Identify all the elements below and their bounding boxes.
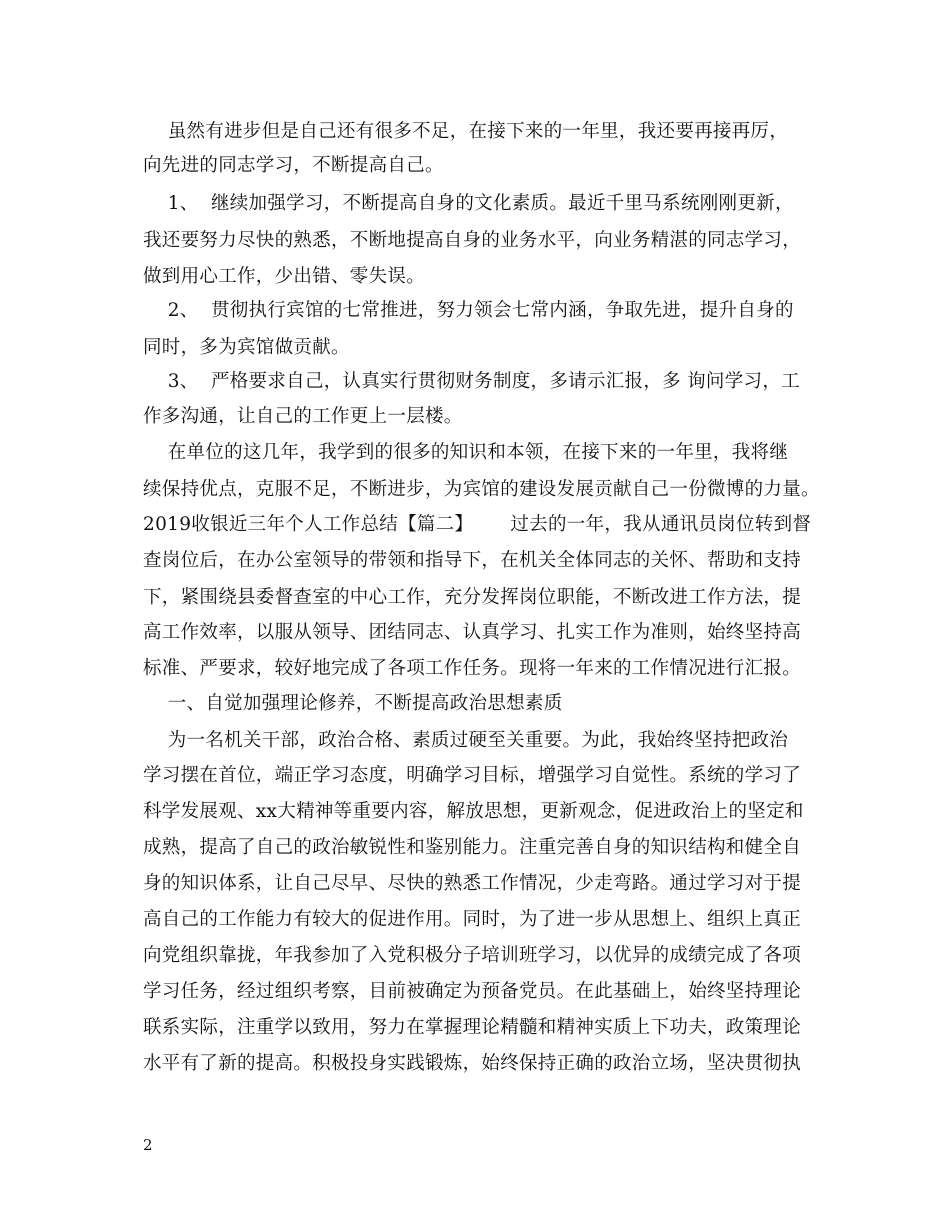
text-line: 在单位的这几年，我学到的很多的知识和本领，在接下来的一年里，我将继 [143, 442, 789, 463]
text-line: 科学发展观、xx大精神等重要内容，解放思想，更新观念，促进政治上的坚定和 [143, 801, 804, 822]
text-line: 学习摆在首位，端正学习态度，明确学习目标，增强学习自觉性。系统的学习了 [143, 765, 802, 786]
text-line: 3、 严格要求自己，认真实行贯彻财务制度，多请示汇报，多 询问学习，工 [143, 371, 800, 392]
text-line: 作多沟通，让自己的工作更上一层楼。 [143, 406, 463, 427]
text-line: 做到用心工作，少出错、零失误。 [143, 266, 426, 287]
page-number: 2 [143, 1136, 153, 1154]
text-line: 我还要努力尽快的熟悉，不断地提高自身的业务水平，向业务精湛的同志学习， [143, 230, 802, 251]
text-line: 水平有了新的提高。积极投身实践锻炼，始终保持正确的政治立场，坚决贯彻执 [143, 1053, 802, 1074]
text-line: 身的知识体系，让自己尽早、尽快的熟悉工作情况，少走弯路。通过学习对于提 [143, 873, 802, 894]
text-line: 下，紧围绕县委督查室的中心工作，充分发挥岗位职能，不断改进工作方法，提 [143, 587, 802, 608]
text-line: 2、 贯彻执行宾馆的七常推进，努力领会七常内涵，争取先进，提升自身的 [143, 300, 794, 321]
text-line: 2019收银近三年个人工作总结【篇二】 过去的一年，我从通讯员岗位转到督 [143, 514, 812, 535]
text-line: 1、 继续加强学习，不断提高自身的文化素质。最近千里马系统刚刚更新， [143, 193, 794, 214]
text-line: 高工作效率，以服从领导、团结同志、认真学习、扎实工作为准则，始终坚持高 [143, 622, 802, 643]
text-line: 向先进的同志学习，不断提高自己。 [143, 155, 444, 176]
text-line: 续保持优点，克服不足，不断进步，为宾馆的建设发展贡献自己一份微博的力量。 [143, 479, 820, 500]
text-line: 高自己的工作能力有较大的促进作用。同时，为了进一步从思想上、组织上真正 [143, 909, 802, 930]
text-line: 查岗位后，在办公室领导的带领和指导下，在机关全体同志的关怀、帮助和支持 [143, 550, 802, 571]
text-line: 学习任务，经过组织考察，目前被确定为预备党员。在此基础上，始终坚持理论 [143, 981, 802, 1002]
text-line: 为一名机关干部，政治合格、素质过硬至关重要。为此，我始终坚持把政治 [143, 730, 789, 751]
text-line: 虽然有进步但是自己还有很多不足，在接下来的一年里，我还要再接再厉， [143, 121, 789, 142]
text-line: 成熟，提高了自己的政治敏锐性和鉴别能力。注重完善自身的知识结构和健全自 [143, 837, 802, 858]
text-line: 一、自觉加强理论修养，不断提高政治思想素质 [143, 693, 563, 714]
text-line: 向党组织靠拢，年我参加了入党积极分子培训班学习，以优异的成绩完成了各项 [143, 945, 802, 966]
text-line: 同时，多为宾馆做贡献。 [143, 337, 350, 358]
text-line: 标准、严要求，较好地完成了各项工作任务。现将一年来的工作情况进行汇报。 [143, 658, 802, 679]
text-line: 联系实际，注重学以致用，努力在掌握理论精髓和精神实质上下功夫，政策理论 [143, 1017, 802, 1038]
